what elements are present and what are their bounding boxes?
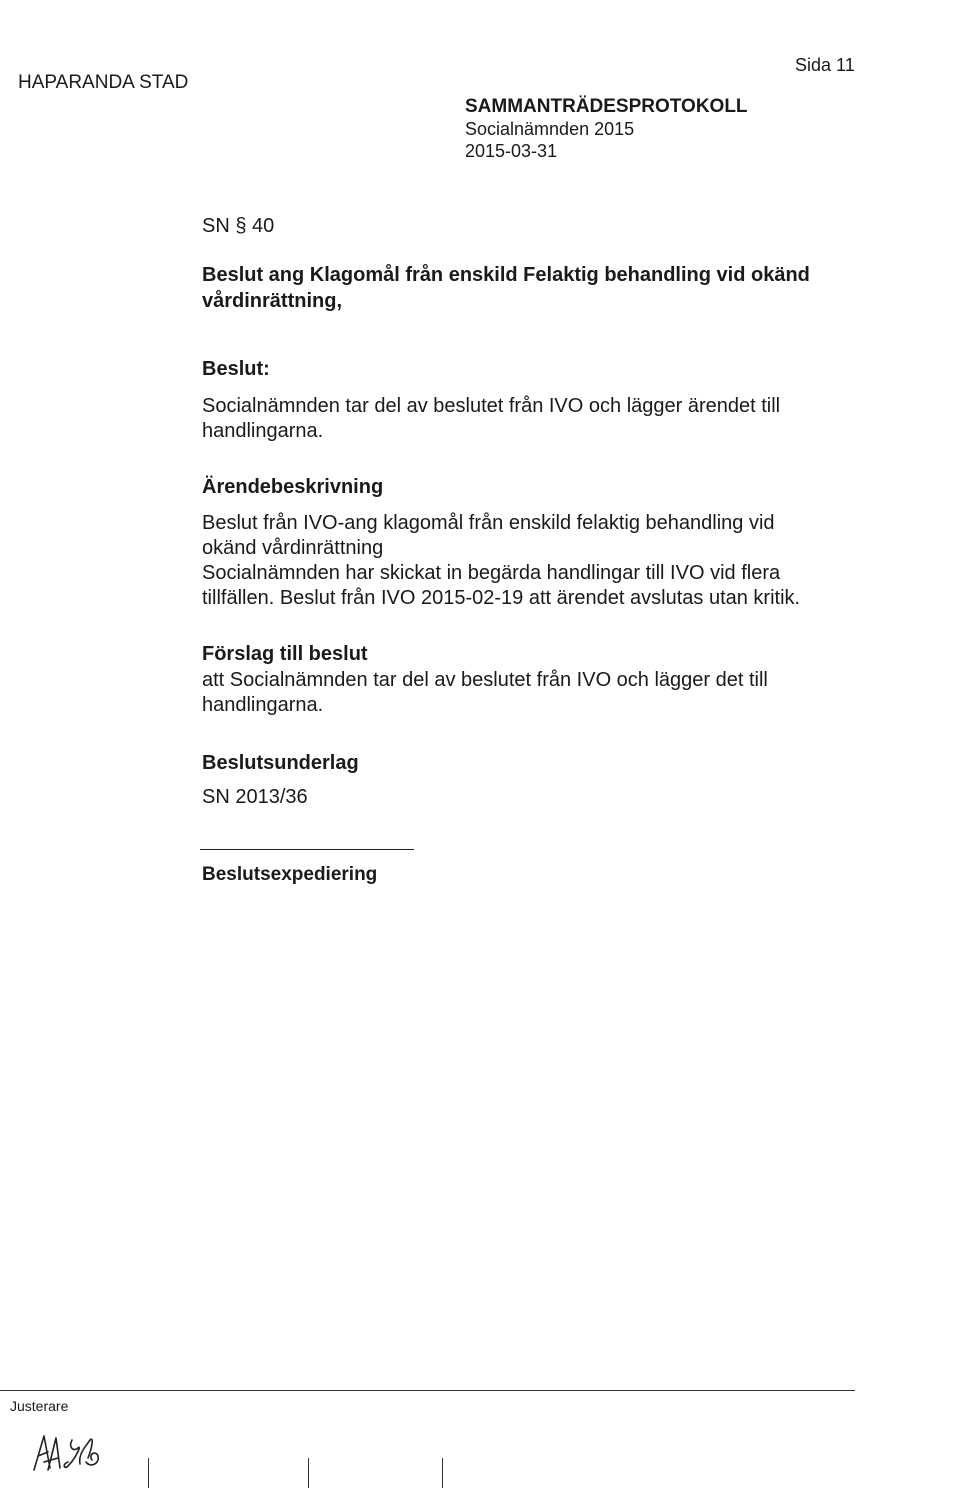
committee-name: Socialnämnden 2015 <box>465 119 635 139</box>
signature-field-divider <box>308 1458 309 1488</box>
footer-divider <box>0 1390 855 1391</box>
signatory-label: Justerare <box>10 1398 69 1414</box>
decision-text: Socialnämnden tar del av beslutet från IVO och lägger ärendet till handlingarna. <box>202 395 781 442</box>
description-line: okänd vårdinrättning <box>202 537 384 559</box>
protocol-title: SAMMANTRÄDESPROTOKOLL <box>465 96 748 117</box>
page-number: Sida 11 <box>795 55 855 75</box>
basis-heading: Beslutsunderlag <box>202 752 359 774</box>
section-number: SN § 40 <box>202 215 275 237</box>
case-title: Beslut ang Klagomål från enskild Felaktig behandling vid okänd vårdinrättning, <box>202 264 810 312</box>
organization-name: HAPARANDA STAD <box>18 72 189 93</box>
proposal-heading: Förslag till beslut <box>202 643 368 665</box>
basis-reference: SN 2013/36 <box>202 786 308 808</box>
description-line: Socialnämnden har skickat in begärda handlingar till IVO vid flera <box>202 562 781 584</box>
description-line: Beslut från IVO-ang klagomål från enskild felaktig behandling vid <box>202 512 775 534</box>
description-heading: Ärendebeskrivning <box>202 476 384 498</box>
expedition-heading: Beslutsexpediering <box>202 864 378 885</box>
signature-field-divider <box>148 1458 149 1488</box>
divider <box>200 849 414 850</box>
signature-field-divider <box>442 1458 443 1488</box>
meeting-date: 2015-03-31 <box>465 141 558 161</box>
description-line: tillfällen. Beslut från IVO 2015-02-19 att ärendet avslutas utan kritik. <box>202 587 801 609</box>
proposal-text: att Socialnämnden tar del av beslutet från IVO och lägger det till handlingarna. <box>202 669 768 716</box>
handwritten-signature <box>28 1418 118 1478</box>
decision-heading: Beslut: <box>202 358 270 380</box>
